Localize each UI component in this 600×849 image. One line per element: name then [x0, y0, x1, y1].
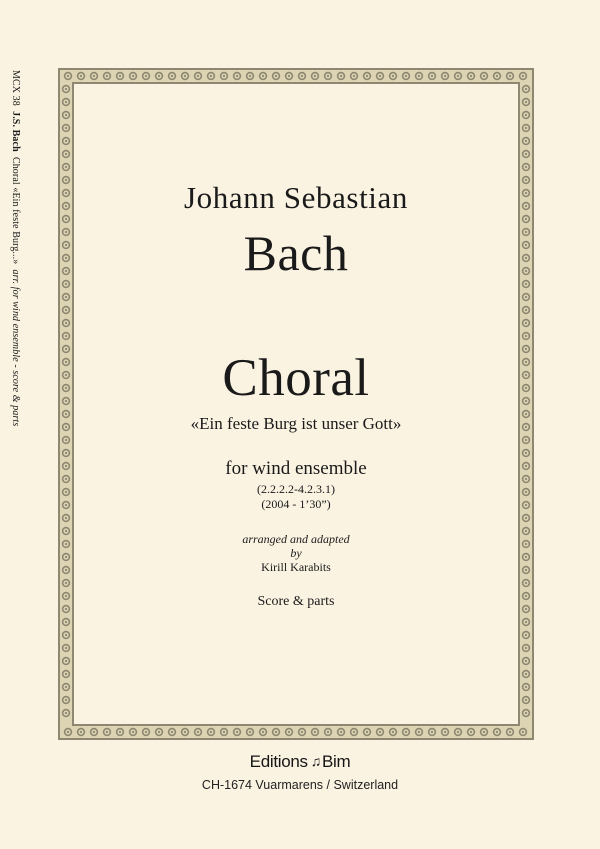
ornament-motif	[523, 697, 530, 704]
ornament-motif	[63, 229, 70, 236]
ornament-motif	[299, 73, 306, 80]
ornament-motif	[312, 729, 319, 736]
ornament-motif	[523, 177, 530, 184]
ornament-motif	[130, 73, 137, 80]
ornament-motif	[63, 190, 70, 197]
ornament-motif	[63, 606, 70, 613]
ornament-motif	[143, 73, 150, 80]
ornament-motif	[507, 73, 514, 80]
note-icon: ♫	[310, 753, 321, 769]
ornament-motif	[523, 554, 530, 561]
ornament-motif	[403, 73, 410, 80]
ornament-motif	[104, 729, 111, 736]
ornament-motif	[221, 729, 228, 736]
ornament-motif	[78, 73, 85, 80]
ornament-motif	[455, 729, 462, 736]
ornament-motif	[63, 138, 70, 145]
ornament-motif	[156, 73, 163, 80]
ornament-motif	[468, 73, 475, 80]
ornament-motif	[63, 99, 70, 106]
ornament-motif	[523, 190, 530, 197]
ornament-motif	[156, 729, 163, 736]
ornament-motif	[523, 463, 530, 470]
ornament-motif	[91, 73, 98, 80]
ornament-motif	[377, 729, 384, 736]
arranger-name: Kirill Karabits	[261, 560, 331, 574]
ornament-motif	[523, 164, 530, 171]
ornamental-border	[58, 68, 534, 740]
ornament-motif	[273, 73, 280, 80]
ornament-motif	[63, 580, 70, 587]
ornament-motif	[523, 450, 530, 457]
ornament-motif	[523, 567, 530, 574]
ornament-motif	[377, 73, 384, 80]
ornament-motif	[523, 320, 530, 327]
ornament-motif	[338, 729, 345, 736]
ornament-motif	[63, 112, 70, 119]
ornament-motif	[523, 112, 530, 119]
ornament-motif	[63, 203, 70, 210]
ornament-motif	[523, 359, 530, 366]
ornament-motif	[286, 73, 293, 80]
ornament-motif	[523, 606, 530, 613]
ornament-motif	[63, 489, 70, 496]
ornament-motif	[78, 729, 85, 736]
work-title: Choral	[222, 349, 370, 407]
ornament-motif	[523, 489, 530, 496]
ornament-motif	[494, 729, 501, 736]
composer-first-name: Johann Sebastian	[184, 180, 408, 215]
ornament-motif	[523, 502, 530, 509]
ornament-motif	[63, 320, 70, 327]
ornament-motif	[351, 73, 358, 80]
ornament-motif	[63, 476, 70, 483]
ornament-motif	[208, 729, 215, 736]
ornament-motif	[182, 73, 189, 80]
ornament-motif	[364, 729, 371, 736]
ornament-motif	[494, 73, 501, 80]
ornament-motif	[523, 333, 530, 340]
ornament-motif	[63, 502, 70, 509]
ornament-motif	[523, 294, 530, 301]
ornament-motif	[429, 73, 436, 80]
ornament-motif	[169, 729, 176, 736]
ornament-motif	[523, 86, 530, 93]
ornament-motif	[130, 729, 137, 736]
ornament-motif	[63, 307, 70, 314]
ornament-motif	[507, 729, 514, 736]
scoring: for wind ensemble	[225, 458, 367, 479]
ornament-motif	[234, 729, 241, 736]
ornament-motif	[63, 710, 70, 717]
ornament-motif	[523, 346, 530, 353]
ornament-motif	[63, 658, 70, 665]
ornament-motif	[234, 73, 241, 80]
ornament-motif	[523, 476, 530, 483]
edition-type: Score & parts	[257, 594, 335, 609]
ornament-motif	[63, 333, 70, 340]
composer-last-name: Bach	[243, 225, 349, 281]
ornament-motif	[364, 73, 371, 80]
ornament-motif	[63, 645, 70, 652]
ornament-motif	[63, 632, 70, 639]
ornament-motif	[247, 729, 254, 736]
ornament-motif	[63, 528, 70, 535]
ornament-motif	[523, 580, 530, 587]
ornament-motif	[63, 684, 70, 691]
ornament-motif	[481, 729, 488, 736]
ornament-motif	[523, 619, 530, 626]
ornament-motif	[63, 554, 70, 561]
ornament-motif	[63, 671, 70, 678]
ornament-motif	[455, 73, 462, 80]
spine	[4, 70, 24, 427]
ornament-motif	[260, 73, 267, 80]
ornament-motif	[63, 125, 70, 132]
ornament-motif	[325, 73, 332, 80]
ornament-motif	[221, 73, 228, 80]
ornament-motif	[63, 151, 70, 158]
ornament-motif	[523, 99, 530, 106]
ornament-motif	[208, 73, 215, 80]
ornament-motif	[390, 729, 397, 736]
ornament-motif	[523, 437, 530, 444]
ornament-motif	[520, 73, 527, 80]
logo-right: Bim	[321, 752, 351, 771]
ornament-motif	[523, 385, 530, 392]
ornament-motif	[63, 398, 70, 405]
ornament-motif	[523, 411, 530, 418]
ornament-motif	[520, 729, 527, 736]
ornament-motif	[65, 73, 72, 80]
ornament-motif	[523, 216, 530, 223]
ornament-motif	[390, 73, 397, 80]
ornament-motif	[63, 242, 70, 249]
ornament-motif	[442, 73, 449, 80]
ornament-motif	[468, 729, 475, 736]
year-duration: (2004 - 1’30”)	[261, 497, 331, 511]
ornament-motif	[523, 281, 530, 288]
ornament-motif	[63, 255, 70, 262]
ornament-motif	[63, 216, 70, 223]
ornament-motif	[63, 437, 70, 444]
ornament-motif	[260, 729, 267, 736]
ornament-motif	[63, 385, 70, 392]
ornament-motif	[523, 242, 530, 249]
ornament-motif	[63, 268, 70, 275]
ornament-motif	[481, 73, 488, 80]
ornament-motif	[523, 125, 530, 132]
instrumentation: (2.2.2.2-4.2.3.1)	[257, 482, 335, 496]
ornament-motif	[104, 73, 111, 80]
ornament-motif	[63, 541, 70, 548]
ornament-motif	[523, 372, 530, 379]
ornament-motif	[416, 729, 423, 736]
ornament-motif	[523, 684, 530, 691]
ornament-motif	[523, 528, 530, 535]
ornament-motif	[523, 255, 530, 262]
ornament-motif	[63, 346, 70, 353]
ornament-motif	[247, 73, 254, 80]
ornament-motif	[523, 203, 530, 210]
ornament-motif	[63, 164, 70, 171]
work-subtitle: «Ein feste Burg ist unser Gott»	[190, 414, 402, 433]
ornament-motif	[523, 307, 530, 314]
publisher-address: CH-1674 Vuarmarens / Switzerland	[201, 778, 399, 792]
ornament-motif	[523, 593, 530, 600]
ornament-motif	[523, 671, 530, 678]
ornament-motif	[338, 73, 345, 80]
ornament-motif	[63, 424, 70, 431]
ornament-motif	[442, 729, 449, 736]
ornament-motif	[523, 138, 530, 145]
spine-details: arr. for wind ensemble - score & parts	[10, 269, 21, 427]
ornament-motif	[286, 729, 293, 736]
ornament-motif	[523, 658, 530, 665]
ornament-motif	[523, 268, 530, 275]
ornament-motif	[523, 710, 530, 717]
ornament-motif	[63, 619, 70, 626]
ornament-motif	[169, 73, 176, 80]
ornament-motif	[195, 729, 202, 736]
ornament-motif	[63, 463, 70, 470]
spine-text	[10, 70, 21, 426]
ornament-motif	[523, 151, 530, 158]
ornament-motif	[63, 450, 70, 457]
ornament-motif	[523, 541, 530, 548]
ornament-motif	[312, 73, 319, 80]
ornament-motif	[117, 729, 124, 736]
ornament-motif	[91, 729, 98, 736]
publisher	[0, 752, 600, 792]
ornament-motif	[117, 73, 124, 80]
spine-work: Choral «Ein feste Burg...»	[10, 156, 21, 265]
ornament-motif	[195, 73, 202, 80]
ornament-motif	[63, 86, 70, 93]
ornament-motif	[63, 177, 70, 184]
spine-code: MCX 38	[10, 70, 21, 106]
ornament-motif	[416, 73, 423, 80]
by-label: by	[290, 546, 302, 560]
ornament-motif	[351, 729, 358, 736]
publisher-logo	[0, 752, 600, 772]
ornament-motif	[63, 359, 70, 366]
ornament-motif	[523, 632, 530, 639]
cover-panel	[72, 82, 520, 726]
ornament-motif	[63, 294, 70, 301]
ornament-motif	[273, 729, 280, 736]
ornament-motif	[182, 729, 189, 736]
ornament-motif	[63, 411, 70, 418]
ornament-motif	[429, 729, 436, 736]
ornament-motif	[63, 372, 70, 379]
spine-composer: J.S. Bach	[10, 111, 21, 152]
ornament-motif	[523, 645, 530, 652]
ornament-motif	[63, 567, 70, 574]
ornament-motif	[523, 424, 530, 431]
ornament-motif	[65, 729, 72, 736]
ornament-motif	[63, 281, 70, 288]
ornament-motif	[523, 515, 530, 522]
ornament-motif	[403, 729, 410, 736]
ornament-motif	[63, 515, 70, 522]
arranged-label: arranged and adapted	[242, 532, 350, 546]
ornament-motif	[523, 398, 530, 405]
logo-left: Editions	[249, 752, 308, 771]
ornament-motif	[63, 697, 70, 704]
ornament-motif	[143, 729, 150, 736]
ornament-motif	[63, 593, 70, 600]
ornament-motif	[523, 229, 530, 236]
ornament-motif	[299, 729, 306, 736]
ornament-motif	[325, 729, 332, 736]
